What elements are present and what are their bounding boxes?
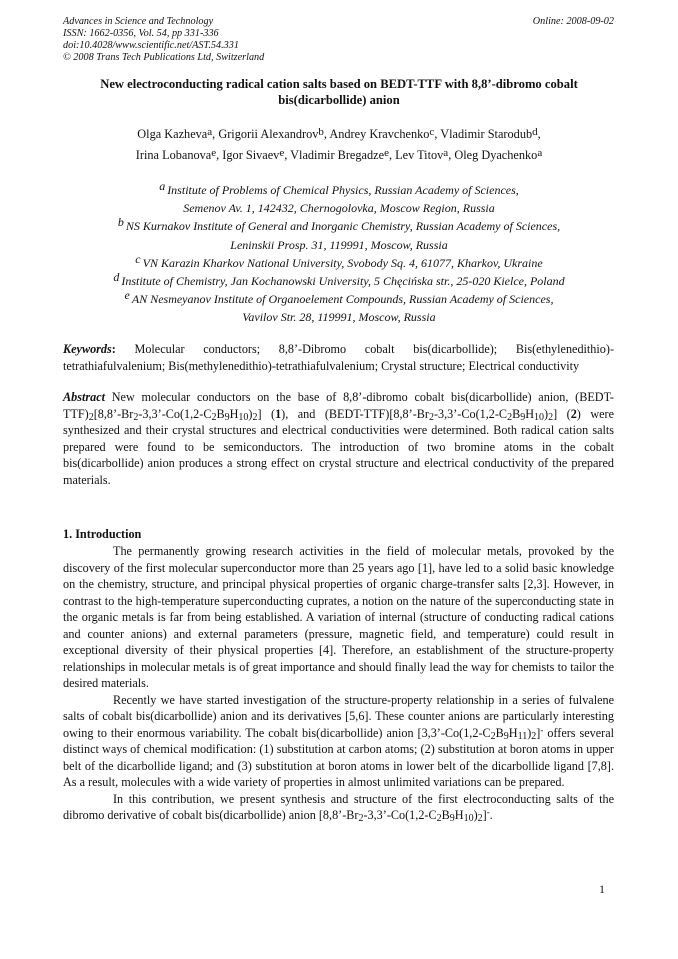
intro-paragraph-3 (63, 791, 614, 824)
author-affiliation-mark: d (532, 126, 538, 138)
affiliation-mark: d (113, 270, 120, 285)
abstract-block: Abstract New molecular conductors on the base of 8,8’-dibromo cobalt bis(dicarbollide) anion, $(BEDT-TTF)_2[8,8’-Br_2-3,3’-Co(1,2-C_2B_9H_{10})_2]$ (1), and $(BEDT-TTF)[8,8’-Br_2-3,3’-Co(1,2-C_2B_9H_{10})_2]$ (2) were synthesized and their crystal structures and electrical conductivities were determined. Both radical cation salts prepared were found to be semiconductors. The introduction of two bromine atoms in the cobalt bis(dicarbollide) anion produces a strong effect on crystal structure and electrical conductivity of the prepared materials. (63, 390, 614, 487)
affiliation-line: Vavilov Str. 28, 119991, Moscow, Russia (242, 310, 436, 325)
author-name: Lev Titov (395, 148, 444, 162)
intro-paragraph-3-lead: In this contribution, we present synthesis and structure of the first electroconducting salts of the dibromo derivative of cobalt bis(dicarbollide) anion (63, 791, 614, 822)
affiliation (63, 251, 615, 272)
author-affiliation-mark: e (384, 147, 389, 159)
introduction-body (63, 543, 614, 824)
author-affiliation-mark: e (279, 147, 285, 159)
affiliation (63, 181, 615, 217)
formula-compound-2: $(BEDT-TTF)[8,8’-Br_2-3,3’-Co(1,2-C_2B_9H_{10})_2]$ (2) (324, 406, 581, 423)
affiliation (63, 272, 615, 290)
author-name: Irina Lobanova (135, 148, 212, 162)
affiliation-line: VN Karazin Kharkov National University, Svobody Sq. 4, 61077, Kharkov, Ukraine (142, 255, 543, 270)
affiliation-line: Institute of Chemistry, Jan Kochanowski University, 5 Chęcińska str., 25-020 Kielce, Poland (121, 274, 565, 289)
copyright: © 2008 Trans Tech Publications Ltd, Switzerland (63, 52, 265, 63)
abstract-lead: New molecular conductors on the base of 8,8’-dibromo cobalt bis(dicarbollide) anion, (111, 390, 569, 404)
author-affiliation-mark: b (318, 126, 324, 138)
author-affiliation-mark: a (207, 126, 213, 138)
author-line-2: Irina Lobanova$^e$, Igor Sivaev$^e$, Vladimir Bregadze$^e$, Lev Titov$^a$, Oleg Dyachenko$^a$ (135, 147, 543, 162)
abstract-label: Abstract (63, 390, 105, 404)
affiliation-mark: a (159, 179, 166, 193)
keywords-block: Keywords: Molecular conductors; 8,8’-Dibromo cobalt bis(dicarbollide); Bis(ethylenedithio)-tetrathiafulvalenium; Bis(methylenedithio)-tetrathiafulvalenium; Crystal structure; Electrical conductivity (63, 342, 614, 373)
author-affiliation-mark: a (537, 147, 543, 159)
author-name: Oleg Dyachenko (454, 148, 538, 162)
keywords-text: Molecular conductors; 8,8’-Dibromo cobalt bis(dicarbollide); Bis(ethylenedithio)-tetrathiafulvalenium; Bis(methylenedithio)-tetrathiafulvalenium; Crystal structure; Electrical conductivity (63, 342, 614, 373)
author-list (63, 124, 615, 166)
author-name: Olga Kazheva (137, 127, 208, 141)
affiliation-list (63, 181, 615, 327)
author-name: Andrey Kravchenko (329, 127, 430, 141)
affiliation-mark: e (124, 288, 130, 303)
affiliation (63, 290, 615, 326)
issn: ISSN: 1662-0356, Vol. 54, pp 331-336 (63, 28, 219, 39)
affiliation-line: Semenov Av. 1, 142432, Chernogolovka, Moscow Region, Russia (183, 201, 495, 216)
author-affiliation-mark: c (429, 126, 435, 138)
title-line-2: bis(dicarbollide) anion (278, 93, 400, 107)
section-heading: 1. Introduction (63, 527, 142, 541)
intro-paragraph-2-tail: offers several distinct ways of chemical modification: (1) substitution at carbon atoms; (2) substitution at boron atoms in upper belt of the dicarbollide ligand; and (3) substitution at boron atoms in lower belt of the dicarbollide ligand [7,8]. As a result, molecules with a wide variety of properties in almost unlimited variations can be prepared. (63, 725, 615, 789)
abstract-tail: were synthesized and their crystal structures and electrical conductivities were determined. Both radical cation salts prepared were found to be semiconductors. The introduction of two bromine atoms in the cobalt bis(dicarbollide) anion produces a strong effect on crystal structure and electrical conductivity of the prepared materials. (63, 406, 614, 487)
page-number: 1 (599, 882, 605, 896)
journal-header (63, 16, 264, 64)
online-date: Online: 2008-09-02 (532, 16, 614, 27)
affiliation-mark: c (135, 251, 141, 266)
affiliation-line: AN Nesmeyanov Institute of Organoelement Compounds, Russian Academy of Sciences, (131, 292, 554, 307)
paper-title (63, 76, 615, 108)
author-name: Vladimir Starodub (440, 127, 533, 141)
formula-dibromo-anion: $[8,8’-Br_2-3,3’-Co(1,2-C_2B_9H_{10})_2]^-$. (318, 807, 493, 824)
author-name: Vladimir Bregadze (290, 148, 385, 162)
intro-paragraph-1: The permanently growing research activities in the field of molecular metals, provoked by the discovery of the first molecular superconductor more than 25 years ago [1], have led to a solid basic knowledge on the chemistry, structure, and principal physical properties of organic charge-transfer salts [2,3]. However, in contrast to the high-temperature superconducting cuprates, a notion on the nature of the superconducting state in the organic metals is far from being established. A variation of internal (structure of conducting radical cations and counter anions) and external parameters (pressure, magnetic field, and temperature) could result in exceptional diversity of their physical properties [4]. Therefore, an establishment of the structure-property relationships in molecular metals is of great importance and should finally lead the way for chemists to tailor the desired materials. (63, 544, 614, 690)
doi: doi:10.4028/www.scientific.net/AST.54.331 (63, 40, 239, 51)
formula-compound-1: $(BEDT-TTF)_2[8,8’-Br_2-3,3’-Co(1,2-C_2B_9H_{10})_2]$ (1), (63, 390, 614, 423)
intro-paragraph-2 (63, 692, 614, 791)
author-name: Grigorii Alexandrov (218, 127, 319, 141)
author-affiliation-mark: e (211, 147, 217, 159)
intro-paragraph-2-lead: Recently we have started investigation of the structure-property relationship in a series of fulvalene salts of cobalt bis(dicarbollide) anion and its derivatives [5,6]. These counter anions are particularly interesting owing to their enormous variability. The cobalt bis(dicarbollide) anion (63, 692, 614, 740)
affiliation-line: NS Kurnakov Institute of General and Inorganic Chemistry, Russian Academy of Sciences, (125, 219, 561, 234)
author-line-1: Olga Kazheva$^a$, Grigorii Alexandrov$^b$, Andrey Kravchenko$^c$, Vladimir Starodub$^d$, (137, 126, 541, 141)
affiliation-mark: b (117, 215, 124, 230)
affiliation (63, 217, 615, 253)
formula-anion: $[3,3’-Co(1,2-C_2B_9H_{11})_2]^-$ (417, 724, 544, 742)
keywords-label: Keywords (63, 342, 112, 356)
author-name: Igor Sivaev (222, 148, 280, 162)
journal-name: Advances in Science and Technology (63, 16, 214, 27)
affiliation-line: Institute of Problems of Chemical Physics, Russian Academy of Sciences, (167, 183, 519, 197)
author-affiliation-mark: a (443, 147, 449, 159)
affiliation-line: Leninskii Prosp. 31, 119991, Moscow, Russia (230, 237, 448, 252)
title-line-1: New electroconducting radical cation salts based on BEDT-TTF with 8,8’-dibromo cobalt (100, 77, 578, 91)
